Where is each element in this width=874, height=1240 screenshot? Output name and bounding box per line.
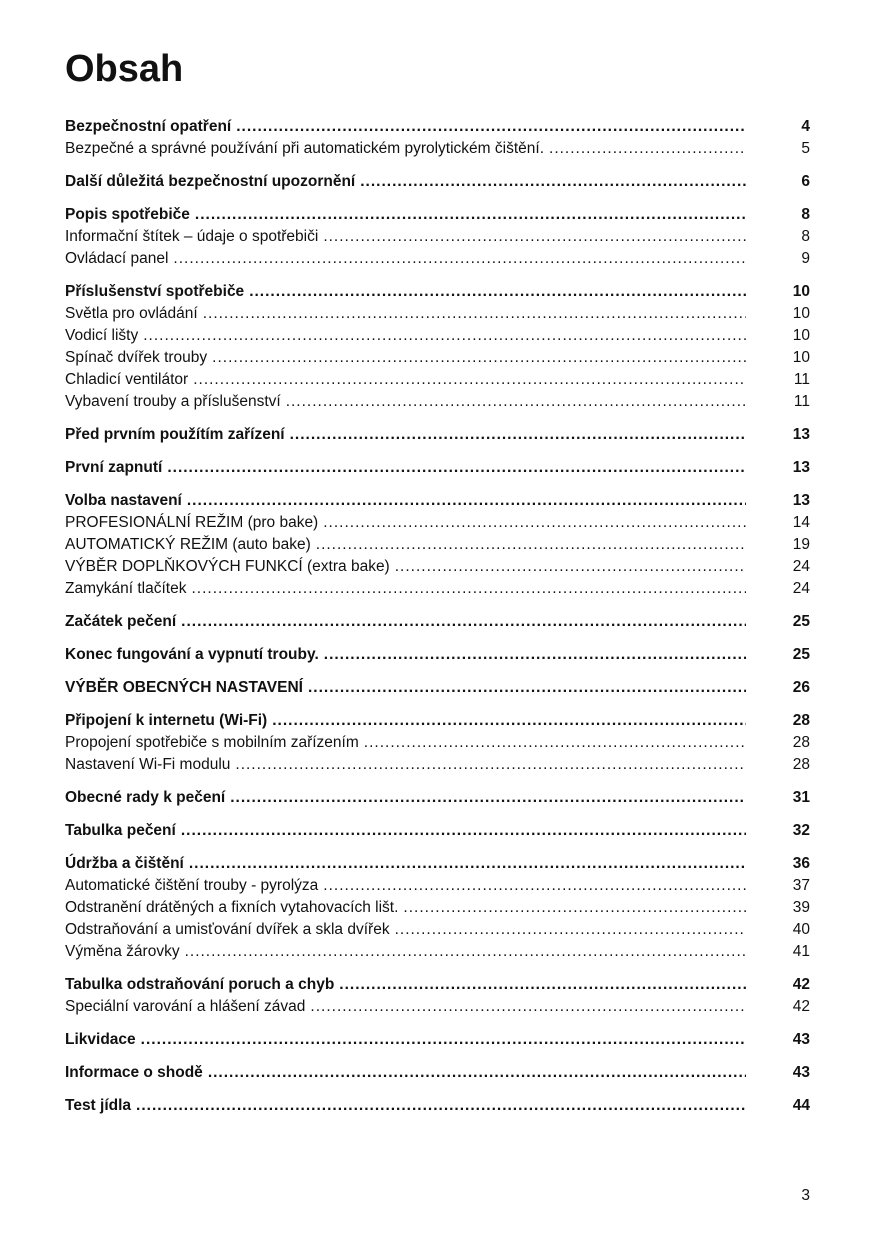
- toc-leader-dots: [310, 996, 746, 1018]
- toc-entry-page: 13: [792, 491, 810, 509]
- toc-leader-dots: [141, 1029, 746, 1051]
- toc-entry-label: Tabulka pečení: [65, 821, 176, 839]
- toc-entry-label: Konec fungování a vypnutí trouby.: [65, 645, 319, 663]
- toc-group: [65, 281, 810, 413]
- toc-leader-dots: [549, 138, 746, 160]
- toc-entry-label: Připojení k internetu (Wi-Fi): [65, 711, 268, 729]
- toc-entry: [65, 644, 810, 666]
- toc-leader-dots: [323, 875, 746, 897]
- toc-group: [65, 644, 810, 666]
- toc-entry: [65, 490, 810, 512]
- toc-entry-page: 39: [792, 898, 810, 916]
- toc-leader-dots: [187, 490, 746, 512]
- toc-leader-dots: [316, 534, 746, 556]
- toc-entry: [65, 512, 810, 534]
- toc-leader-dots: [235, 754, 746, 776]
- toc-entry-page: 25: [792, 645, 810, 663]
- toc-entry: [65, 347, 810, 369]
- toc-entry: [65, 820, 810, 842]
- toc-entry-label: Spínač dvířek trouby: [65, 348, 208, 366]
- toc-group: [65, 820, 810, 842]
- toc-entry: [65, 226, 810, 248]
- toc-leader-dots: [173, 248, 746, 270]
- toc-group: [65, 677, 810, 699]
- toc-entry: [65, 710, 810, 732]
- toc-leader-dots: [203, 303, 746, 325]
- toc-entry-label: VÝBĚR OBECNÝCH NASTAVENÍ: [65, 678, 303, 696]
- toc-leader-dots: [195, 204, 746, 226]
- toc-entry-page: 10: [792, 348, 810, 366]
- toc-entry-label: Informace o shodě: [65, 1063, 203, 1081]
- toc-entry-page: 28: [792, 733, 810, 751]
- toc-leader-dots: [167, 457, 746, 479]
- toc-group: [65, 1062, 810, 1084]
- toc-entry-label: PROFESIONÁLNÍ REŽIM (pro bake): [65, 513, 319, 531]
- toc-group: [65, 1029, 810, 1051]
- toc-group: [65, 457, 810, 479]
- toc-leader-dots: [308, 677, 746, 699]
- toc-entry-label: Likvidace: [65, 1030, 136, 1048]
- toc-entry: [65, 1062, 810, 1084]
- toc-leader-dots: [189, 853, 746, 875]
- toc-entry: [65, 457, 810, 479]
- toc-entry: [65, 897, 810, 919]
- toc-entry-label: Chladicí ventilátor: [65, 370, 189, 388]
- toc-entry-label: Výměna žárovky: [65, 942, 180, 960]
- toc-entry-page: 13: [792, 458, 810, 476]
- toc-entry-page: 37: [792, 876, 810, 894]
- toc-group: [65, 490, 810, 600]
- toc-entry-page: 10: [792, 304, 810, 322]
- toc-entry-label: Speciální varování a hlášení závad: [65, 997, 306, 1015]
- toc-entry: [65, 875, 810, 897]
- toc-entry-page: 10: [792, 282, 810, 300]
- toc-entry-label: Obecné rady k pečení: [65, 788, 226, 806]
- toc-entry-label: První zapnutí: [65, 458, 163, 476]
- toc-entry-page: 42: [792, 975, 810, 993]
- toc-entry-page: 43: [792, 1063, 810, 1081]
- toc-entry-label: Bezpečnostní opatření: [65, 117, 232, 135]
- toc-leader-dots: [286, 391, 746, 413]
- toc-group: [65, 424, 810, 446]
- toc-leader-dots: [193, 369, 746, 391]
- toc-entry-label: Bezpečné a správné používání při automatickém pyrolytickém čištění.: [65, 139, 545, 157]
- toc-entry-label: Informační štítek – údaje o spotřebiči: [65, 227, 319, 245]
- toc-entry-label: Začátek pečení: [65, 612, 177, 630]
- toc-entry-label: Test jídla: [65, 1096, 132, 1114]
- toc-entry: [65, 534, 810, 556]
- toc-entry: [65, 171, 810, 193]
- toc-leader-dots: [403, 897, 746, 919]
- toc-entry-page: 31: [792, 788, 810, 806]
- toc-leader-dots: [185, 941, 746, 963]
- toc-entry-label: Nastavení Wi-Fi modulu: [65, 755, 231, 773]
- toc-entry: [65, 391, 810, 413]
- toc-entry-label: Popis spotřebiče: [65, 205, 190, 223]
- toc-entry-page: 13: [792, 425, 810, 443]
- toc-entry-page: 11: [793, 370, 810, 388]
- toc-entry-label: Příslušenství spotřebiče: [65, 282, 245, 300]
- toc-entry-page: 32: [792, 821, 810, 839]
- toc-entry-page: 41: [792, 942, 810, 960]
- toc-entry-label: Propojení spotřebiče s mobilním zařízením: [65, 733, 359, 751]
- toc-leader-dots: [364, 732, 746, 754]
- toc-entry: [65, 248, 810, 270]
- table-of-contents: [65, 116, 810, 1117]
- toc-entry-page: 11: [793, 392, 810, 410]
- toc-entry-page: 28: [792, 755, 810, 773]
- toc-entry: [65, 853, 810, 875]
- toc-entry: [65, 116, 810, 138]
- toc-leader-dots: [136, 1095, 746, 1117]
- toc-entry-label: Vybavení trouby a příslušenství: [65, 392, 281, 410]
- toc-leader-dots: [236, 116, 746, 138]
- toc-entry-page: 28: [792, 711, 810, 729]
- toc-entry-page: 8: [801, 227, 810, 245]
- toc-entry-page: 40: [792, 920, 810, 938]
- toc-entry: [65, 677, 810, 699]
- toc-group: [65, 116, 810, 160]
- toc-group: [65, 1095, 810, 1117]
- toc-entry-page: 24: [792, 579, 810, 597]
- toc-entry: [65, 204, 810, 226]
- toc-leader-dots: [395, 919, 746, 941]
- toc-group: [65, 853, 810, 963]
- toc-entry: [65, 138, 810, 160]
- toc-entry-label: VÝBĚR DOPLŇKOVÝCH FUNKCÍ (extra bake): [65, 557, 390, 575]
- toc-entry: [65, 996, 810, 1018]
- toc-entry-label: Další důležitá bezpečnostní upozornění: [65, 172, 356, 190]
- page-content: [65, 50, 810, 1128]
- toc-leader-dots: [395, 556, 746, 578]
- toc-entry: [65, 369, 810, 391]
- toc-entry: [65, 941, 810, 963]
- toc-entry-label: AUTOMATICKÝ REŽIM (auto bake): [65, 535, 311, 553]
- toc-entry: [65, 303, 810, 325]
- toc-leader-dots: [191, 578, 746, 600]
- toc-entry: [65, 754, 810, 776]
- toc-entry: [65, 424, 810, 446]
- toc-entry-page: 14: [792, 513, 810, 531]
- toc-entry-label: Volba nastavení: [65, 491, 182, 509]
- toc-entry: [65, 325, 810, 347]
- toc-entry-label: Světla pro ovládání: [65, 304, 198, 322]
- toc-entry-label: Vodicí lišty: [65, 326, 139, 344]
- toc-entry-label: Před prvním použítím zařízení: [65, 425, 285, 443]
- toc-leader-dots: [208, 1062, 746, 1084]
- toc-group: [65, 611, 810, 633]
- toc-entry-page: 9: [801, 249, 810, 267]
- toc-leader-dots: [323, 512, 746, 534]
- toc-entry-page: 6: [801, 172, 810, 190]
- toc-entry-page: 25: [792, 612, 810, 630]
- toc-entry: [65, 1029, 810, 1051]
- toc-group: [65, 204, 810, 270]
- toc-entry: [65, 787, 810, 809]
- toc-entry-label: Odstranění drátěných a fixních vytahovacích lišt.: [65, 898, 399, 916]
- toc-entry-label: Zamykání tlačítek: [65, 579, 187, 597]
- toc-entry-page: 10: [792, 326, 810, 344]
- toc-entry-label: Tabulka odstraňování poruch a chyb: [65, 975, 335, 993]
- page-number: 3: [801, 1187, 810, 1204]
- toc-entry: [65, 281, 810, 303]
- toc-entry-label: Odstraňování a umisťování dvířek a skla dvířek: [65, 920, 390, 938]
- toc-entry-page: 44: [792, 1096, 810, 1114]
- toc-leader-dots: [143, 325, 746, 347]
- toc-entry: [65, 974, 810, 996]
- toc-entry: [65, 556, 810, 578]
- toc-entry: [65, 611, 810, 633]
- toc-leader-dots: [230, 787, 746, 809]
- toc-entry-page: 19: [792, 535, 810, 553]
- toc-leader-dots: [181, 611, 746, 633]
- toc-group: [65, 974, 810, 1018]
- toc-entry: [65, 732, 810, 754]
- toc-entry-page: 24: [792, 557, 810, 575]
- toc-entry-label: Automatické čištění trouby - pyrolýza: [65, 876, 319, 894]
- toc-leader-dots: [272, 710, 746, 732]
- toc-entry-page: 8: [801, 205, 810, 223]
- toc-leader-dots: [360, 171, 746, 193]
- toc-entry-page: 42: [792, 997, 810, 1015]
- toc-leader-dots: [339, 974, 746, 996]
- toc-entry-page: 26: [792, 678, 810, 696]
- page-title: Obsah: [65, 48, 184, 90]
- toc-entry: [65, 1095, 810, 1117]
- toc-leader-dots: [323, 226, 746, 248]
- toc-leader-dots: [249, 281, 746, 303]
- toc-group: [65, 171, 810, 193]
- toc-entry-page: 36: [792, 854, 810, 872]
- toc-leader-dots: [324, 644, 746, 666]
- toc-entry-page: 43: [792, 1030, 810, 1048]
- toc-leader-dots: [290, 424, 746, 446]
- toc-entry-label: Údržba a čištění: [65, 854, 184, 872]
- toc-entry: [65, 919, 810, 941]
- toc-leader-dots: [212, 347, 746, 369]
- toc-group: [65, 710, 810, 776]
- toc-group: [65, 787, 810, 809]
- toc-leader-dots: [181, 820, 746, 842]
- toc-entry: [65, 578, 810, 600]
- toc-entry-label: Ovládací panel: [65, 249, 169, 267]
- toc-entry-page: 5: [801, 139, 810, 157]
- toc-entry-page: 4: [801, 117, 810, 135]
